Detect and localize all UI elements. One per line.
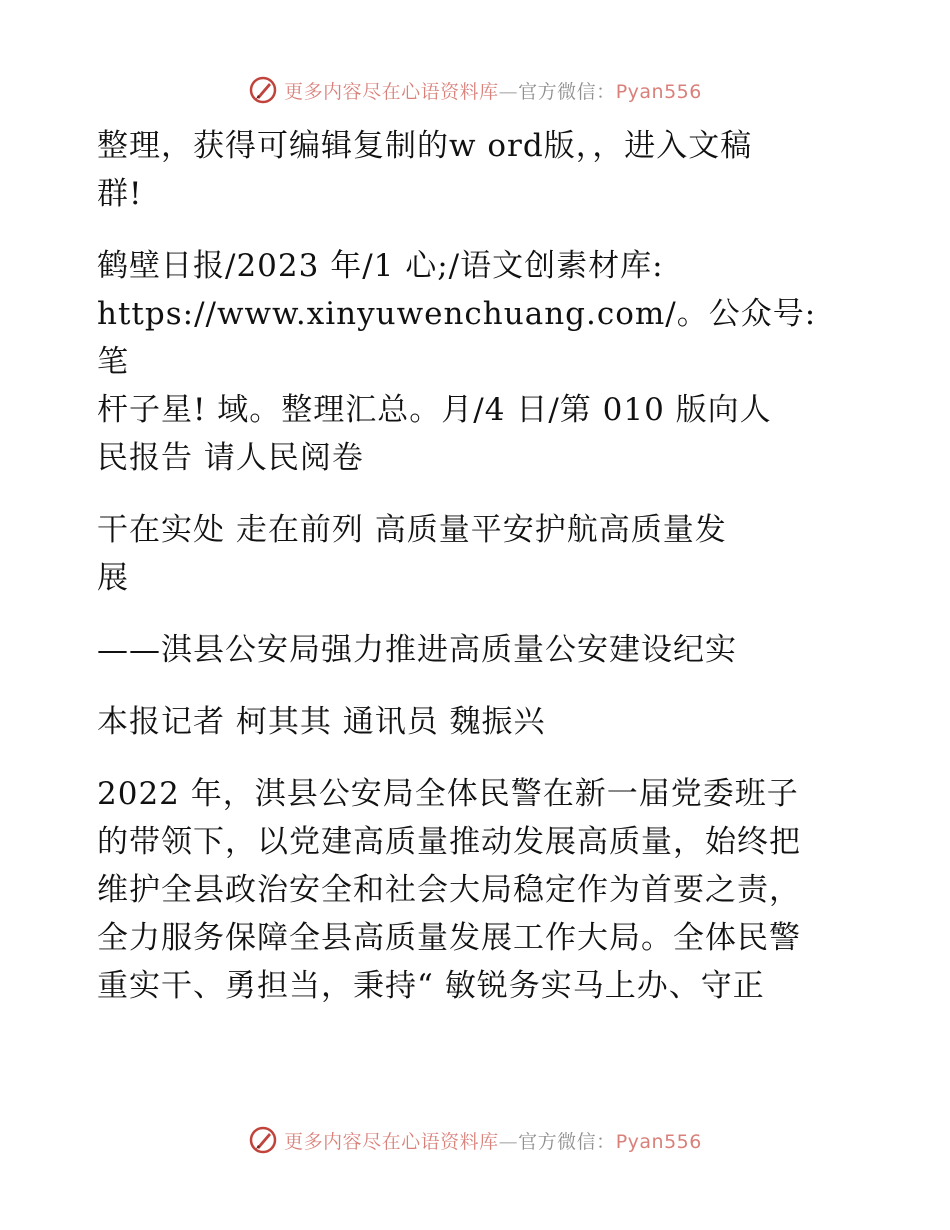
- banner-site-name: 更多内容尽在心语资料库: [284, 1130, 499, 1153]
- article-title: 干在实处 走在前列 高质量平安护航高质量发 展: [97, 512, 727, 596]
- banner-separator: —: [498, 80, 519, 103]
- quill-logo-icon: [248, 75, 278, 105]
- quill-logo-icon: [248, 1125, 278, 1155]
- paragraph-source: 鹤壁日报/2023 年/1 心;/语文创素材库: https://www.xinyuwenchuang.com/。公众号: 笔 杆子星! 域。整理汇总。月/4 日/第 010 版向人 民报告 请人民阅卷: [97, 248, 817, 476]
- banner-wechat-label: 官方微信：: [518, 1130, 616, 1153]
- paragraph-intro: 整理，获得可编辑复制的w ord版，，进入文稿 群!: [97, 128, 753, 212]
- document-body: [97, 122, 857, 1010]
- article-byline: 本报记者 柯其其 通讯员 魏振兴: [97, 704, 546, 740]
- article-body-paragraph: 2022 年，淇县公安局全体民警在新一届党委班子 的带领下，以党建高质量推动发展高质量，始终把 维护全县政治安全和社会大局稳定作为首要之责， 全力服务保障全县高质量发展工作大局。全体民警 重实干、勇担当，秉持“ 敏锐务实马上办、守正: [97, 776, 801, 1004]
- banner-wechat-id: Pyan556: [615, 1130, 702, 1153]
- banner-text: [284, 1127, 702, 1154]
- banner-wechat-id: Pyan556: [615, 80, 702, 103]
- banner-separator: —: [498, 1130, 519, 1153]
- footer-watermark-banner: [0, 1120, 950, 1160]
- banner-wechat-label: 官方微信：: [518, 80, 616, 103]
- banner-site-name: 更多内容尽在心语资料库: [284, 80, 499, 103]
- article-subtitle: ——淇县公安局强力推进高质量公安建设纪实: [97, 632, 737, 668]
- banner-text: [284, 77, 702, 104]
- header-watermark-banner: [0, 70, 950, 110]
